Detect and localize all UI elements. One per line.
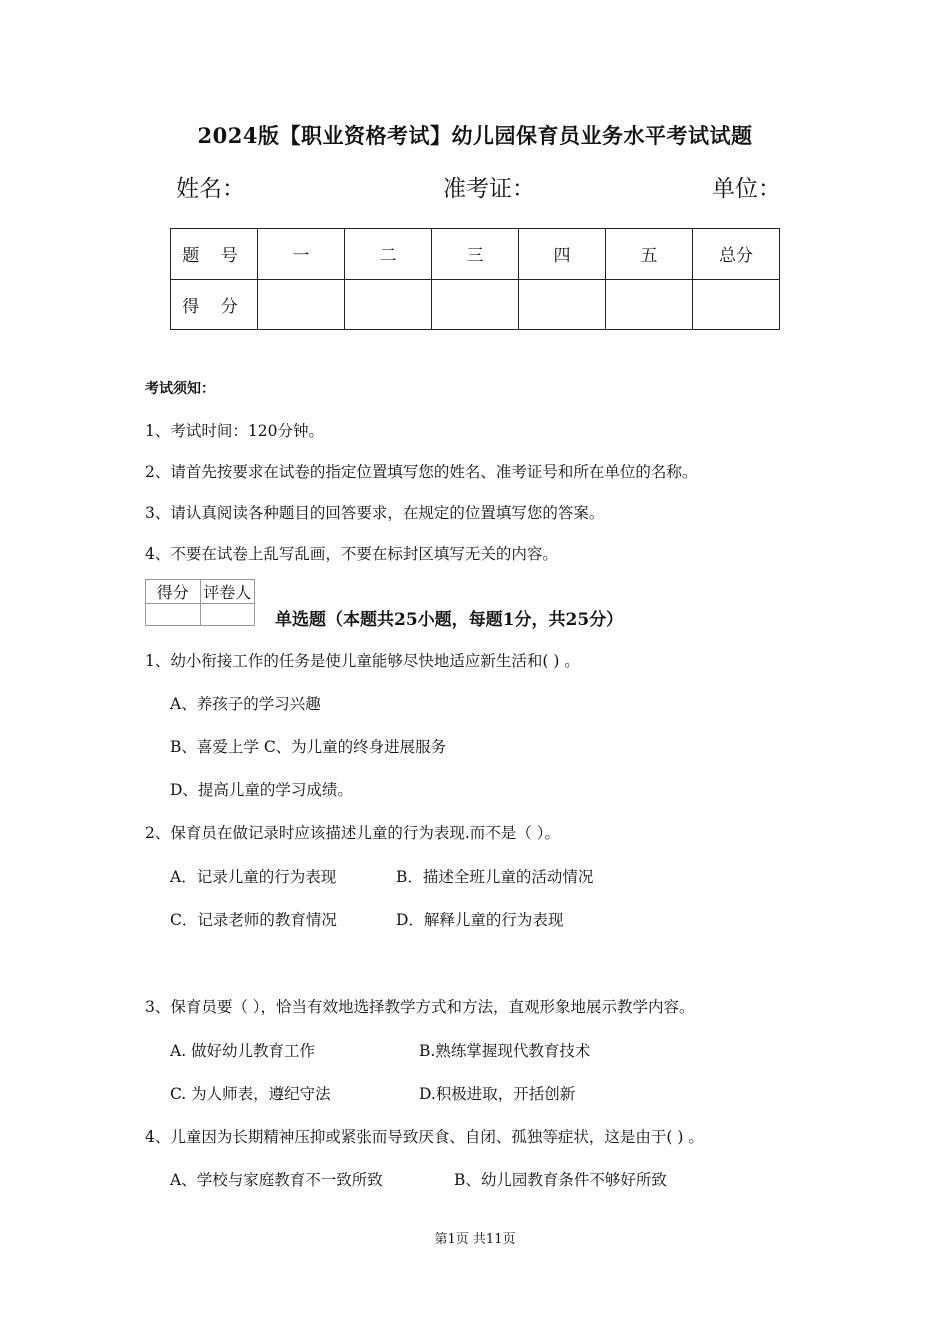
exam-number-label: 准考证： bbox=[443, 176, 535, 202]
score-table bbox=[170, 228, 780, 330]
grader-score-label: 得分 bbox=[146, 580, 201, 604]
score-cell[interactable] bbox=[606, 279, 693, 330]
name-label: 姓名： bbox=[176, 176, 245, 202]
notice-item: 4、不要在试卷上乱写乱画，不要在标封区填写无关的内容。 bbox=[145, 545, 558, 563]
score-header-cell: 三 bbox=[432, 229, 519, 280]
question-option: B、幼儿园教育条件不够好所致 bbox=[454, 1171, 667, 1189]
notice-item: 2、请首先按要求在试卷的指定位置填写您的姓名、准考证号和所在单位的名称。 bbox=[145, 463, 698, 481]
notice-item: 1、考试时间：120分钟。 bbox=[145, 422, 324, 440]
notice-heading: 考试须知： bbox=[145, 381, 215, 397]
page-footer: 第1页 共11页 bbox=[434, 1232, 516, 1247]
score-cell[interactable] bbox=[258, 279, 345, 330]
question-option: D．解释儿童的行为表现 bbox=[396, 911, 564, 929]
score-header-cell: 五 bbox=[606, 229, 693, 280]
notice-item: 3、请认真阅读各种题目的回答要求，在规定的位置填写您的答案。 bbox=[145, 504, 605, 522]
question-option: B.熟练掌握现代教育技术 bbox=[419, 1042, 591, 1060]
question-option: C．记录老师的教育情况 bbox=[170, 911, 337, 929]
question-stem: 2、保育员在做记录时应该描述儿童的行为表现.而不是（ ）。 bbox=[145, 824, 560, 842]
grader-score-cell[interactable] bbox=[146, 604, 201, 626]
score-header-cell: 一 bbox=[258, 229, 345, 280]
score-row-label: 得 分 bbox=[171, 279, 258, 330]
score-cell[interactable] bbox=[345, 279, 432, 330]
question-stem: 1、幼小衔接工作的任务是使儿童能够尽快地适应新生活和( ) 。 bbox=[145, 652, 580, 670]
score-table-header-row bbox=[171, 229, 780, 280]
score-cell[interactable] bbox=[432, 279, 519, 330]
score-header-cell: 二 bbox=[345, 229, 432, 280]
question-option: A. 做好幼儿教育工作 bbox=[170, 1042, 316, 1060]
score-header-cell: 总分 bbox=[693, 229, 780, 280]
section-title: 单选题（本题共25小题，每题1分，共25分） bbox=[275, 610, 624, 630]
question-option: D、提高儿童的学习成绩。 bbox=[170, 781, 353, 799]
question-option: B．描述全班儿童的活动情况 bbox=[396, 868, 594, 886]
score-cell[interactable] bbox=[519, 279, 606, 330]
grader-name-label: 评卷人 bbox=[200, 580, 255, 604]
question-option: C. 为人师表，遵纪守法 bbox=[170, 1085, 331, 1103]
score-table-score-row bbox=[171, 279, 780, 330]
grader-box bbox=[145, 579, 255, 626]
question-option: D.积极进取，开括创新 bbox=[419, 1085, 576, 1103]
question-stem: 4、儿童因为长期精神压抑或紧张而导致厌食、自闭、孤独等症状，这是由于( ) 。 bbox=[145, 1128, 704, 1146]
question-option: A．记录儿童的行为表现 bbox=[170, 868, 337, 886]
question-option: A、学校与家庭教育不一致所致 bbox=[170, 1171, 383, 1189]
grader-name-cell[interactable] bbox=[200, 604, 255, 626]
score-header-cell: 四 bbox=[519, 229, 606, 280]
score-header-cell: 题 号 bbox=[171, 229, 258, 280]
page-title: 2024版【职业资格考试】幼儿园保育员业务水平考试试题 bbox=[197, 123, 753, 148]
question-option: A、养孩子的学习兴趣 bbox=[170, 695, 321, 713]
question-option: B、喜爱上学 C、为儿童的终身进展服务 bbox=[170, 738, 447, 756]
question-stem: 3、保育员要（ ），恰当有效地选择教学方式和方法，直观形象地展示教学内容。 bbox=[145, 998, 695, 1016]
unit-label: 单位： bbox=[712, 176, 781, 202]
score-cell[interactable] bbox=[693, 279, 780, 330]
